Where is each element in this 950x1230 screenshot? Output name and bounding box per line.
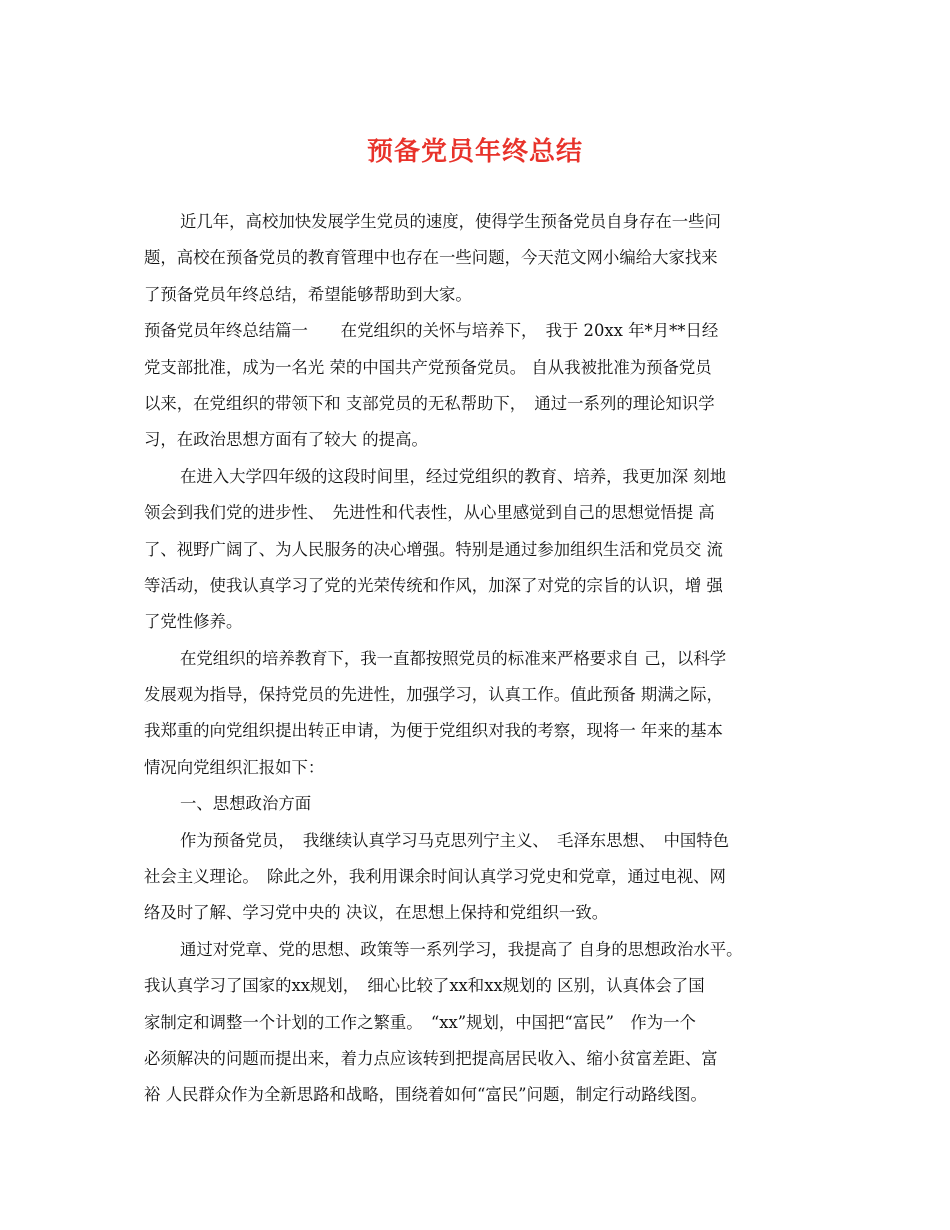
text-line: 题，高校在预备党员的教育管理中也存在一些问题，今天范文网小编给大家找来 (144, 248, 718, 268)
text-line: 我认真学习了国家的xx规划， 细心比较了xx和xx规划的 区别，认真体会了国 (144, 976, 705, 996)
text-line: 以来，在党组织的带领下和 支部党员的无私帮助下， 通过一系列的理论知识学 (144, 393, 715, 413)
document-title: 预备党员年终总结 (366, 137, 583, 167)
text-line: 了党性修养。 (144, 612, 243, 632)
text-line: 在党组织的培养教育下，我一直都按照党员的标准来严格要求自 己，以科学 (180, 648, 727, 668)
text-line: 必须解决的问题而提出来，着力点应该转到把提高居民收入、缩小贫富差距、富 (144, 1048, 718, 1068)
text-line: 领会到我们党的进步性、 先进性和代表性，从心里感觉到自己的思想觉悟提 高 (144, 503, 715, 523)
text-line: 家制定和调整一个计划的工作之繁重。 “xx”规划，中国把“富民” 作为一个 (144, 1012, 696, 1032)
text-line: 通过对党章、党的思想、政策等一系列学习，我提高了 自身的思想政治水平。 (180, 939, 743, 959)
text-line: 社会主义理论。 除此之外，我利用课余时间认真学习党史和党章，通过电视、网 (144, 867, 726, 887)
text-line: 络及时了解、学习党中央的 决议，在思想上保持和党组织一致。 (144, 903, 609, 923)
text-line: 了预备党员年终总结，希望能够帮助到大家。 (144, 284, 472, 304)
text-line: 在进入大学四年级的这段时间里，经过党组织的教育、培养，我更加深 刻地 (180, 466, 727, 486)
text-line: 我郑重的向党组织提出转正申请，为便于党组织对我的考察，现将一 年来的基本 (144, 721, 723, 741)
text-line: 预备党员年终总结篇一 在党组织的关怀与培养下， 我于 20xx 年*月**日经 (144, 321, 719, 341)
text-line: 一、思想政治方面 (180, 794, 312, 814)
document-body (144, 204, 824, 1114)
text-line: 了、视野广阔了、为人民服务的决心增强。特别是通过参加组织生活和党员交 流 (144, 539, 723, 559)
text-line: 作为预备党员， 我继续认真学习马克思列宁主义、 毛泽东思想、 中国特色 (180, 830, 730, 850)
text-line: 习，在政治思想方面有了较大 的提高。 (144, 430, 428, 450)
text-line: 近几年，高校加快发展学生党员的速度，使得学生预备党员自身存在一些问 (180, 212, 721, 231)
text-line: 裕 人民群众作为全新思路和战略，围绕着如何“富民”问题，制定行动路线图。 (144, 1085, 707, 1105)
text-line: 等活动，使我认真学习了党的光荣传统和作风，加深了对党的宗旨的认识，增 强 (144, 575, 723, 595)
text-line: 情况向党组织汇报如下： (144, 757, 325, 777)
text-line: 党支部批准，成为一名光 荣的中国共产党预备党员。 自从我被批准为预备党员 (144, 357, 712, 377)
text-line: 发展观为指导，保持党员的先进性，加强学习，认真工作。值此预备 期满之际， (144, 685, 723, 705)
